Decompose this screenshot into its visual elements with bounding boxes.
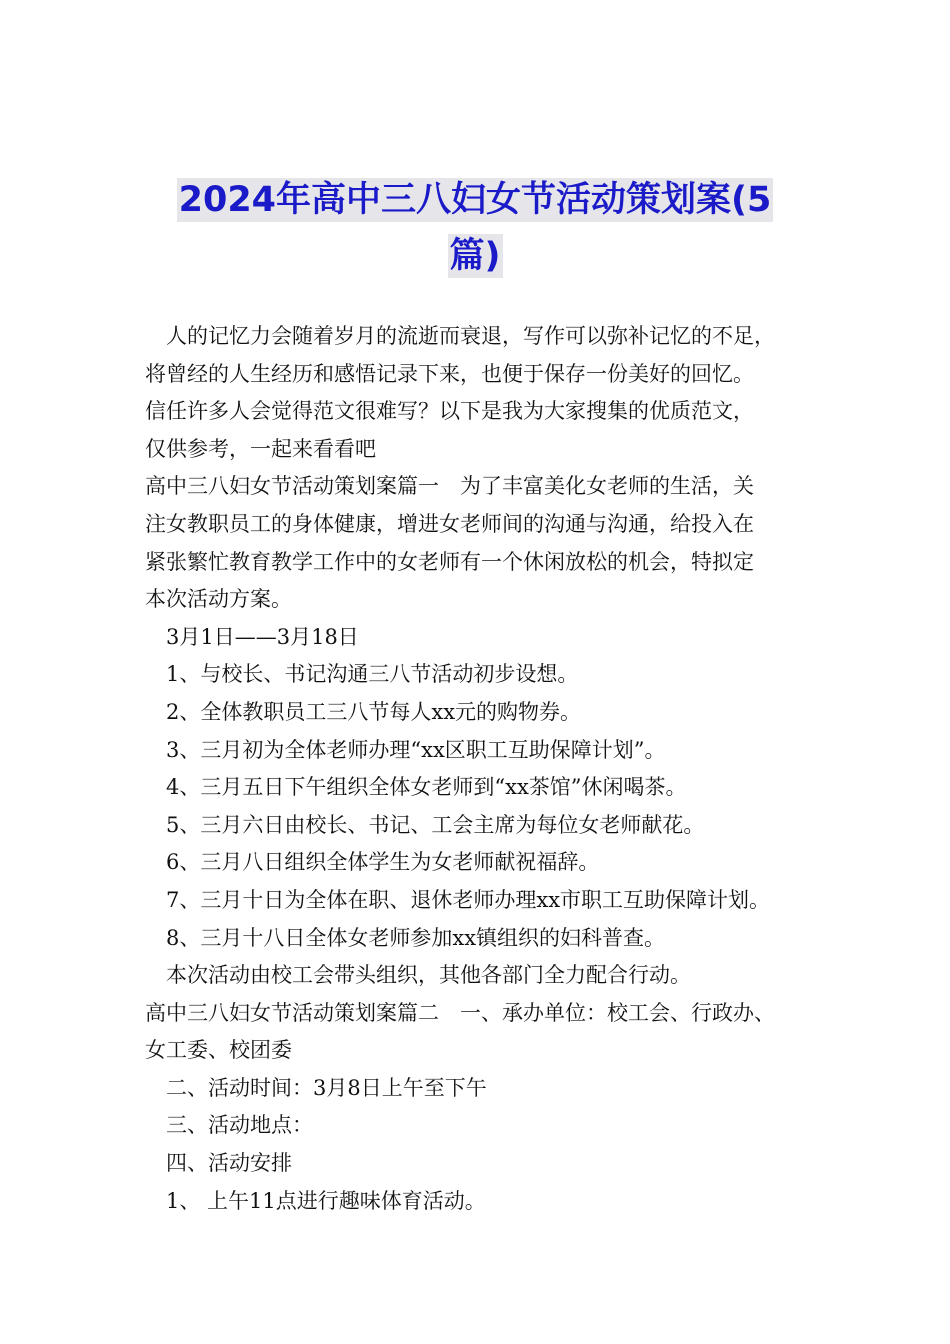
body-line: 注女教职员工的身体健康，增进女老师间的沟通与沟通，给投入在 <box>145 511 754 536</box>
list-item: 4、三月五日下午组织全体女老师到“xx茶馆”休闲喝茶。 <box>166 775 687 800</box>
body-line: 本次活动由校工会带头组织，其他各部门全力配合行动。 <box>166 963 691 988</box>
list-item: 1、 上午11点进行趣味体育活动。 <box>166 1188 486 1213</box>
list-item: 3、三月初为全体老师办理“xx区职工互助保障计划”。 <box>166 737 666 762</box>
body-line: 3月1日——3月18日 <box>166 624 359 649</box>
list-item: 6、三月八日组织全体学生为女老师献祝福辞。 <box>166 850 600 875</box>
body-line: 女工委、校团委 <box>145 1038 292 1063</box>
body-line: 四、活动安排 <box>166 1151 292 1176</box>
document-title <box>150 172 800 284</box>
body-line: 信任许多人会觉得范文很难写？以下是我为大家搜集的优质范文， <box>145 399 754 424</box>
body-line: 三、活动地点： <box>166 1113 313 1138</box>
body-line: 高中三八妇女节活动策划案篇一 为了丰富美化女老师的生活，关 <box>145 474 754 499</box>
body-line: 将曾经的人生经历和感悟记录下来，也便于保存一份美好的回忆。 <box>145 361 754 386</box>
body-line: 紧张繁忙教育教学工作中的女老师有一个休闲放松的机会，特拟定 <box>145 549 754 574</box>
title-line-1: 2024年高中三八妇女节活动策划案(5 <box>178 180 772 220</box>
list-item: 2、全体教职员工三八节每人xx元的购物券。 <box>166 699 582 724</box>
body-line: 人的记忆力会随着岁月的流逝而衰退，写作可以弥补记忆的不足， <box>166 324 775 348</box>
list-item: 5、三月六日由校长、书记、工会主席为每位女老师献花。 <box>166 812 705 837</box>
body-line: 本次活动方案。 <box>145 587 292 612</box>
list-item: 7、三月十日为全体在职、退休老师办理xx市职工互助保障计划。 <box>166 887 771 912</box>
list-item: 8、三月十八日全体女老师参加xx镇组织的妇科普查。 <box>166 925 666 950</box>
list-item: 1、与校长、书记沟通三八节活动初步设想。 <box>166 662 579 687</box>
body-line: 二、活动时间：3月8日上午至下午 <box>166 1075 487 1100</box>
body-line: 高中三八妇女节活动策划案篇二 一、承办单位：校工会、行政办、 <box>145 1000 775 1025</box>
title-line-2: 篇) <box>449 236 501 276</box>
document-body <box>145 318 835 1220</box>
body-line: 仅供参考，一起来看看吧 <box>145 436 376 461</box>
